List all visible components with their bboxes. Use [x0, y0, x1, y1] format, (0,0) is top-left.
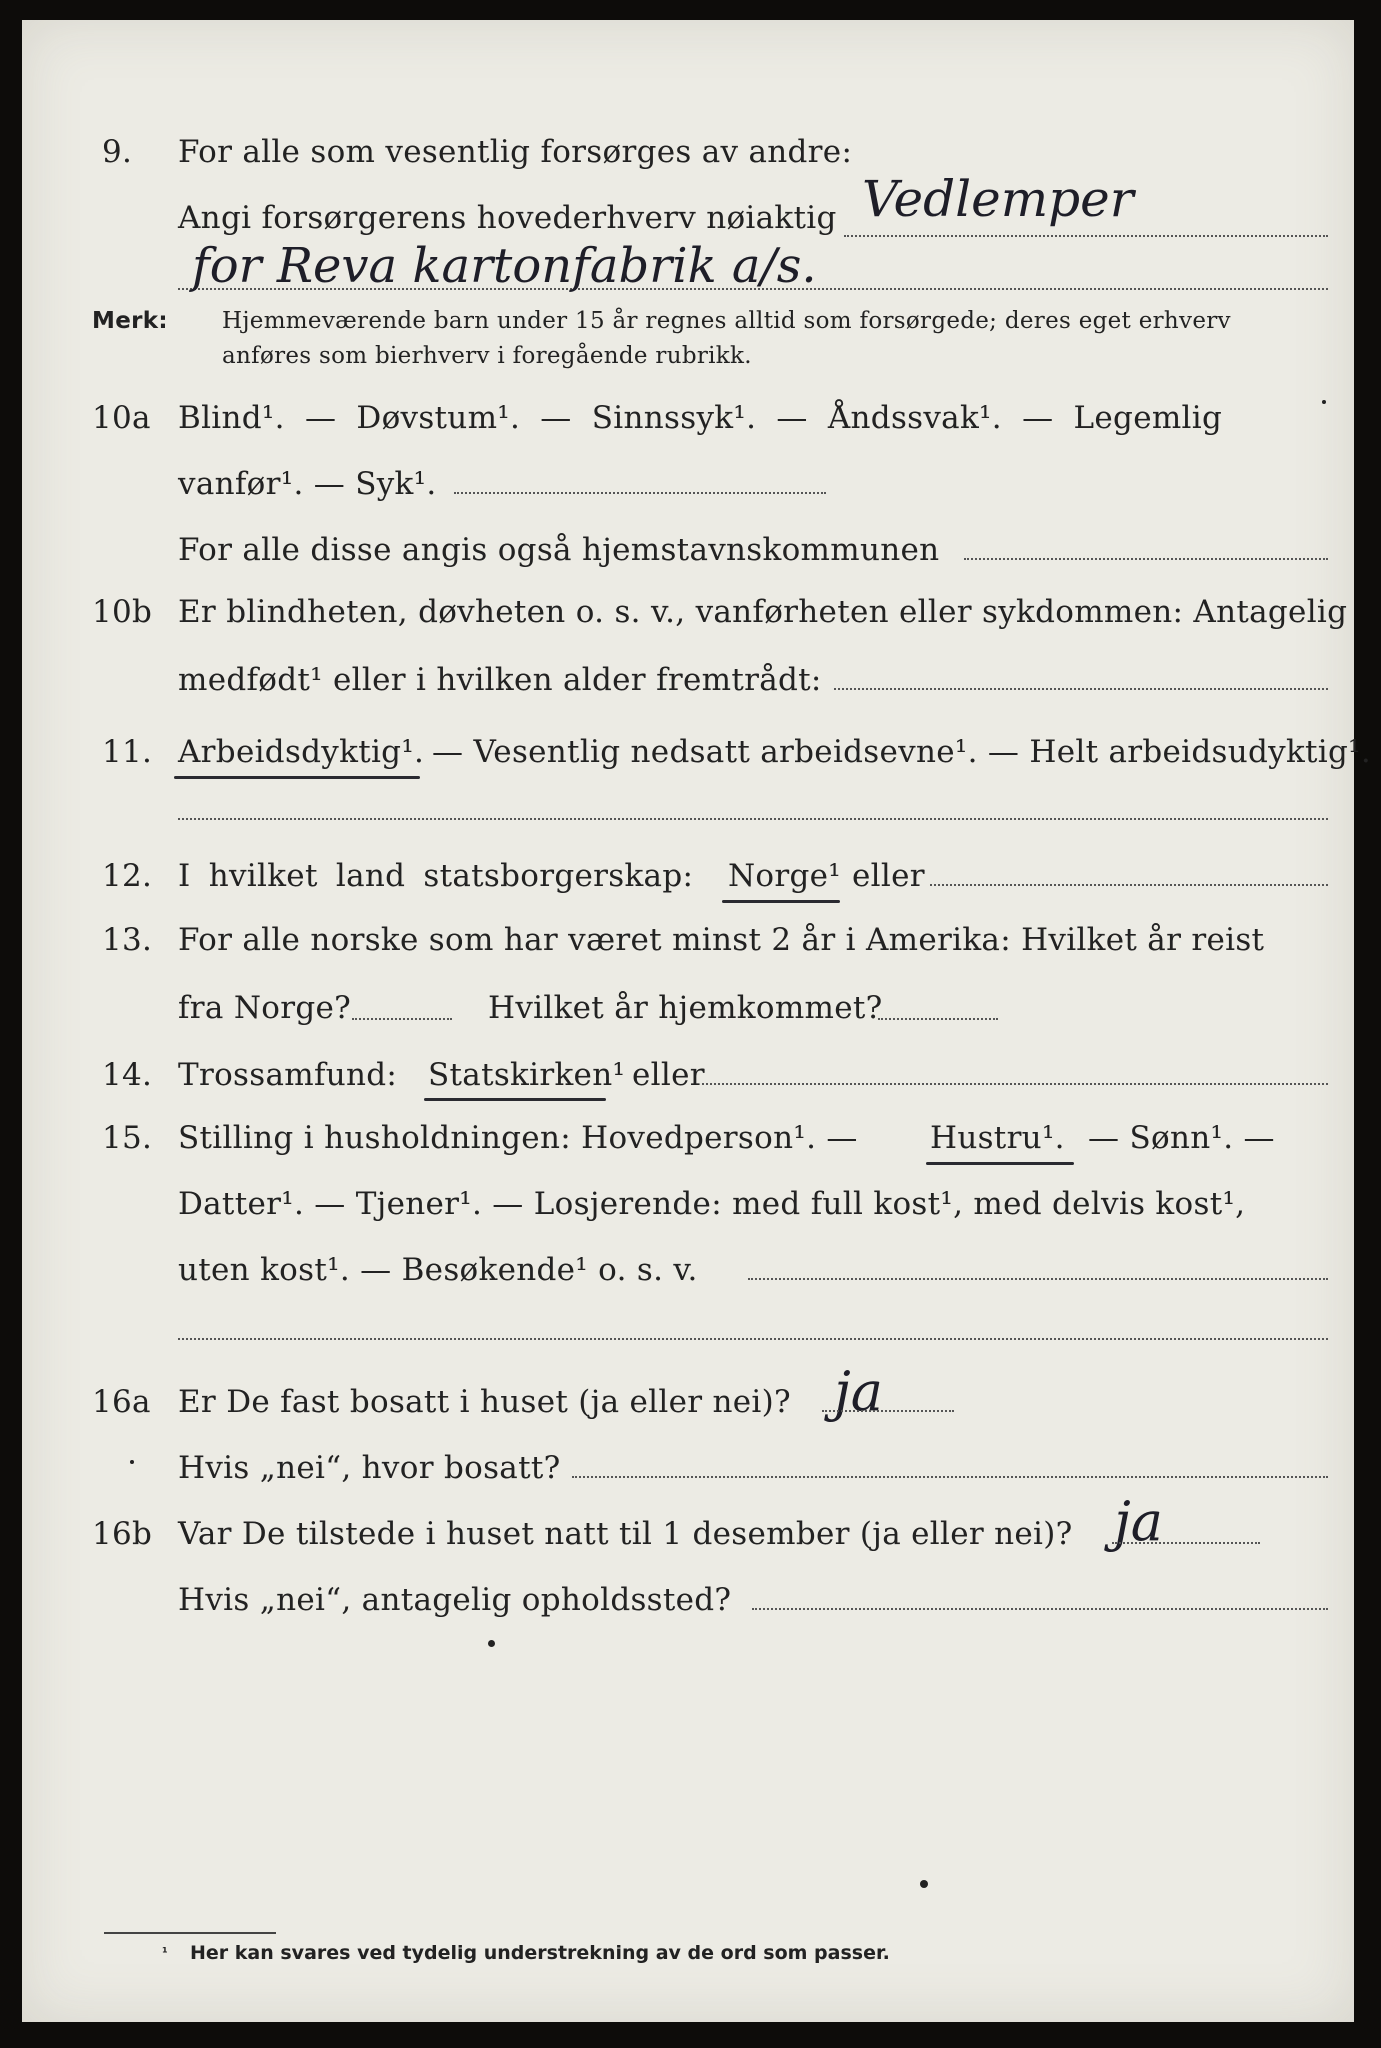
- q16b-answer-line: [1112, 1542, 1260, 1544]
- q10a-text-line1: Blind¹. — Døvstum¹. — Sinnssyk¹. — Åndssvak¹. — Legemlig: [178, 400, 1223, 436]
- q15-answer-line2: [178, 1338, 1328, 1340]
- q9-handwritten-employer: for Reva kartonfabrik a/s.: [192, 238, 817, 294]
- q13-text-emigrated: fra Norge?: [178, 990, 352, 1026]
- ink-speck: [130, 1460, 134, 1464]
- q9-text-line1: For alle som vesentlig forsørges av andre:: [178, 134, 853, 170]
- footnote-rule: [104, 1932, 276, 1934]
- q14-option-statskirken: Statskirken¹: [428, 1057, 626, 1093]
- q12-answer-line: [930, 884, 1328, 886]
- q16b-handwritten-answer: ja: [1114, 1490, 1163, 1553]
- q14-eller: eller: [632, 1057, 705, 1093]
- q10b-answer-line: [834, 688, 1328, 690]
- q12-eller: eller: [852, 858, 925, 894]
- q15-handwritten-underline: [926, 1162, 1074, 1165]
- q10b-text-line1: Er blindheten, døvheten o. s. v., vanførheten eller sykdommen: Antagelig: [178, 594, 1348, 630]
- q10b-text-line2: medfødt¹ eller i hvilken alder fremtrådt:: [178, 662, 822, 698]
- q14-answer-line: [702, 1083, 1328, 1085]
- q14-number: 14.: [102, 1057, 153, 1093]
- q16a-handwritten-answer: ja: [834, 1360, 883, 1423]
- q15-text-line1-rest: — Sønn¹. —: [1088, 1120, 1275, 1156]
- q11-option-arbeidsdyktig: Arbeidsdyktig¹.: [178, 734, 425, 770]
- q12-handwritten-underline: [722, 900, 840, 903]
- q13-emigrated-answer-line: [352, 1018, 452, 1020]
- q10a-municipality-answer-line: [964, 558, 1328, 560]
- q10a-text-line2: vanfør¹. — Syk¹.: [178, 466, 437, 502]
- census-form-page: [22, 20, 1372, 2022]
- q16b-text-line2: Hvis „nei“, antagelig opholdssted?: [178, 1582, 732, 1618]
- q11-number: 11.: [102, 734, 153, 770]
- q10a-text-line3: For alle disse angis også hjemstavnskommunen: [178, 532, 940, 568]
- q16b-stay-answer-line: [752, 1608, 1328, 1610]
- q13-text-line1: For alle norske som har været minst 2 år i Amerika: Hvilket år reist: [178, 922, 1265, 958]
- q13-number: 13.: [102, 922, 153, 958]
- q16a-number: 16a: [92, 1384, 151, 1420]
- q11-answer-line: [178, 818, 1328, 820]
- q16b-number: 16b: [92, 1516, 153, 1552]
- q12-option-norge: Norge¹: [728, 858, 842, 894]
- q16a-residence-answer-line: [572, 1476, 1328, 1478]
- q15-text-line3: uten kost¹. — Besøkende¹ o. s. v.: [178, 1252, 698, 1288]
- q15-text-line1: Stilling i husholdningen: Hovedperson¹. —: [178, 1120, 858, 1156]
- q9-number: 9.: [102, 134, 133, 170]
- q13-text-returned: Hvilket år hjemkommet?: [488, 990, 883, 1026]
- q12-text: I hvilket land statsborgerskap:: [178, 858, 694, 894]
- q11-handwritten-underline: [174, 776, 420, 779]
- merk-label: Merk:: [92, 308, 168, 334]
- q15-answer-line: [748, 1278, 1328, 1280]
- q14-handwritten-underline: [424, 1098, 606, 1101]
- q10b-number: 10b: [92, 594, 153, 630]
- footnote-text: Her kan svares ved tydelig understrekning av de ord som passer.: [190, 1942, 890, 1964]
- ink-speck: [1322, 400, 1326, 404]
- q10a-sick-answer-line: [454, 492, 826, 494]
- footnote-mark: ¹: [162, 1946, 168, 1961]
- q15-number: 15.: [102, 1120, 153, 1156]
- merk-text-line1: Hjemmeværende barn under 15 år regnes alltid som forsørgede; deres eget erhverv: [222, 308, 1231, 334]
- q12-number: 12.: [102, 858, 153, 894]
- q15-option-hustru: Hustru¹.: [930, 1120, 1065, 1156]
- q16a-text-line1: Er De fast bosatt i huset (ja eller nei)?: [178, 1384, 791, 1420]
- q14-text: Trossamfund:: [178, 1057, 398, 1093]
- ink-speck: [488, 1640, 495, 1647]
- q15-text-line2: Datter¹. — Tjener¹. — Losjerende: med full kost¹, med delvis kost¹,: [178, 1186, 1246, 1222]
- ink-speck: [920, 1880, 928, 1888]
- merk-text-line2: anføres som bierhverv i foregående rubrikk.: [222, 343, 752, 369]
- q16b-text-line1: Var De tilstede i huset natt til 1 desember (ja eller nei)?: [178, 1516, 1073, 1552]
- q16a-text-line2: Hvis „nei“, hvor bosatt?: [178, 1450, 561, 1486]
- q11-other-options: — Vesentlig nedsatt arbeidsevne¹. — Helt arbeidsudyktig¹.: [432, 734, 1372, 770]
- q9-text-line2: Angi forsørgerens hovederhverv nøiaktig: [178, 200, 837, 236]
- q16a-answer-line: [822, 1410, 954, 1412]
- q13-returned-answer-line: [878, 1018, 998, 1020]
- q9-handwritten-occupation: Vedlemper: [862, 170, 1134, 228]
- q9-answer-line1: [844, 235, 1328, 237]
- q10a-number: 10a: [92, 400, 151, 436]
